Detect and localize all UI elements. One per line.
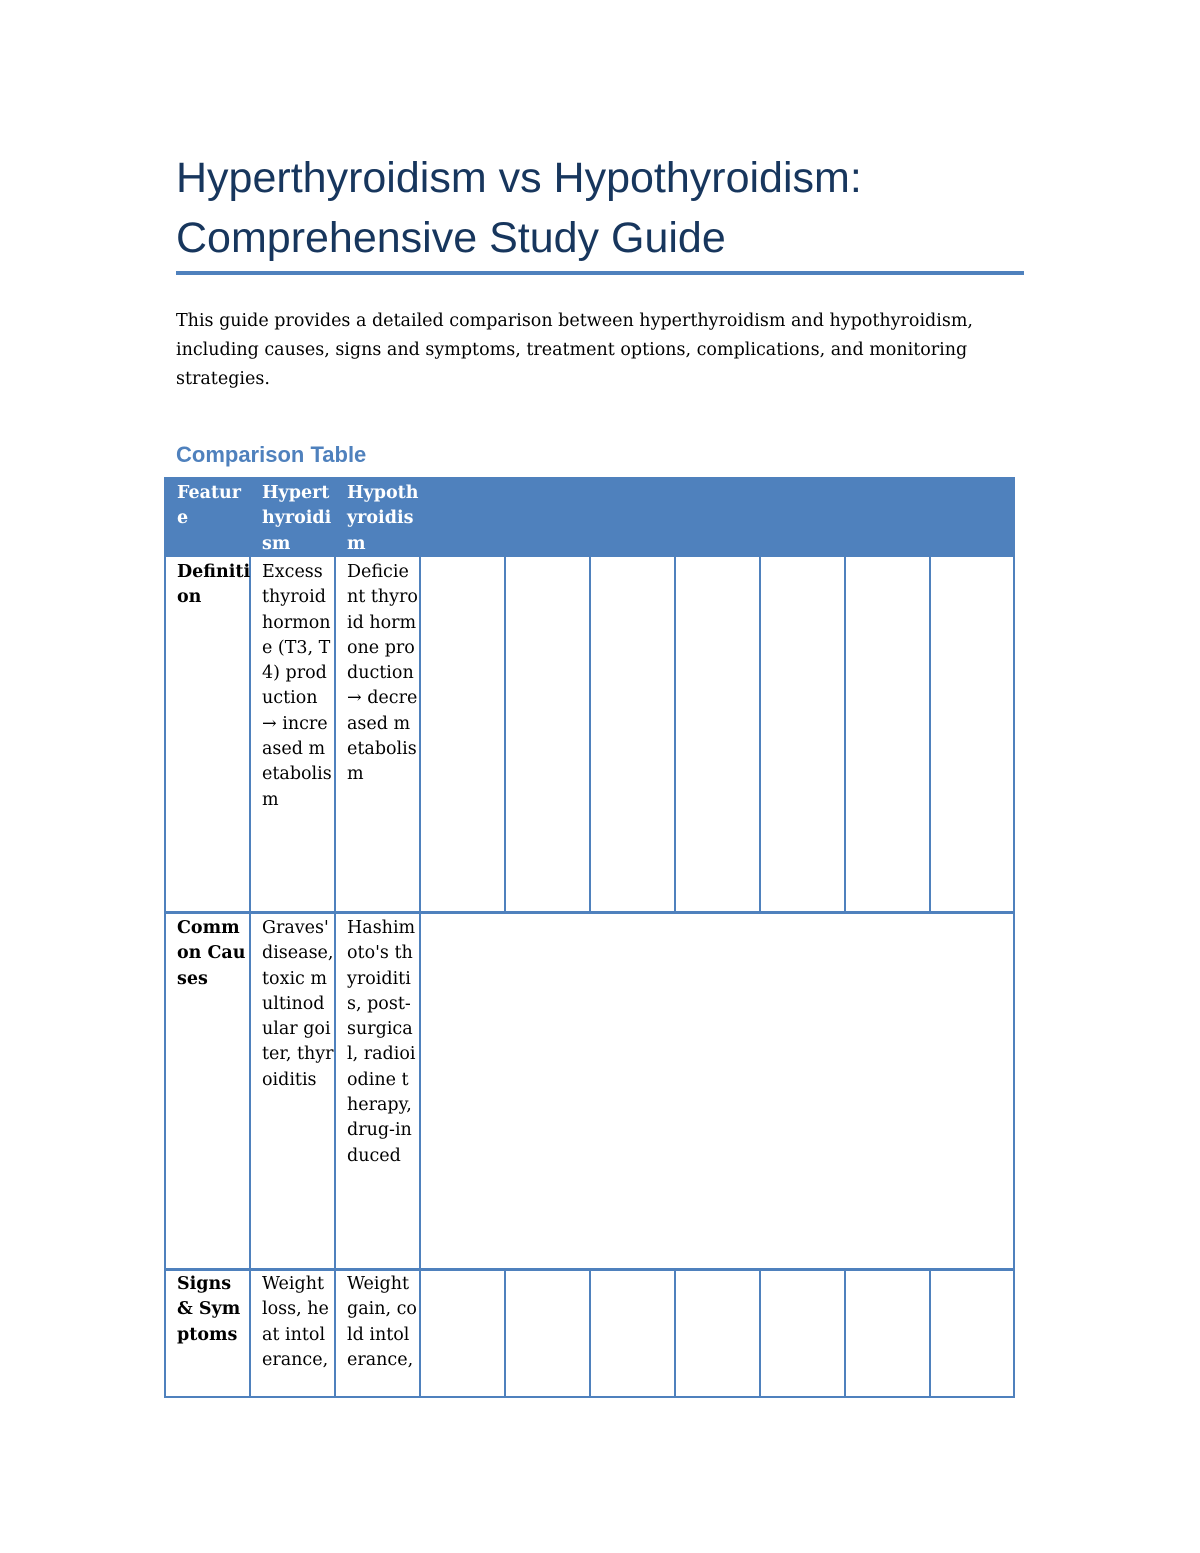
- empty-column-divider: [504, 1268, 506, 1398]
- cell-definition-hypo: Deficient thyroid hormone production → decreased metabolism: [347, 562, 418, 785]
- empty-column-divider: [929, 557, 931, 912]
- comparison-table: [164, 477, 1015, 1398]
- cell-causes-hypo: Hashimoto's thyroiditis, post-surgical, radioiodine therapy, drug-induced: [347, 918, 416, 1166]
- cell-symptoms-hypo: Weight gain, cold intolerance,: [347, 1274, 417, 1370]
- column-divider: [334, 557, 336, 1398]
- section-heading: Comparison Table: [176, 442, 367, 467]
- title-line-1: Hyperthyroidism vs Hypothyroidism:: [176, 154, 862, 202]
- cell-symptoms-hyper: Weight loss, heat intolerance,: [262, 1274, 329, 1370]
- intro-paragraph: This guide provides a detailed comparison between hyperthyroidism and hypothyroidism, including causes, signs and symptoms, treatment options, complications, and monitoring strategies.: [176, 311, 973, 389]
- title-line-2: Comprehensive Study Guide: [176, 214, 726, 262]
- empty-column-divider: [589, 557, 591, 912]
- row-label-common-causes: Common Causes: [177, 918, 246, 989]
- header-feature: Feature: [177, 483, 241, 529]
- row-label-signs-symptoms: Signs & Symptoms: [177, 1274, 241, 1345]
- header-hypothyroidism: Hypothyroidism: [347, 483, 419, 554]
- cell-causes-hyper: Graves' disease, toxic multinodular goiter, thyroiditis: [262, 918, 334, 1090]
- empty-column-divider: [674, 557, 676, 912]
- empty-column-divider: [759, 557, 761, 912]
- empty-column-divider: [929, 1268, 931, 1398]
- row-label-definition: Definition: [177, 562, 251, 608]
- empty-column-divider: [759, 1268, 761, 1398]
- cell-definition-hyper: Excess thyroid hormone (T3, T4) production → increased metabolism: [262, 562, 332, 810]
- empty-column-divider: [844, 557, 846, 912]
- title-underline: [176, 271, 1024, 275]
- empty-column-divider: [674, 1268, 676, 1398]
- page-title: [176, 148, 1036, 268]
- empty-column-divider: [504, 557, 506, 912]
- column-divider: [419, 557, 421, 1398]
- empty-column-divider: [844, 1268, 846, 1398]
- empty-column-divider: [589, 1268, 591, 1398]
- header-hyperthyroidism: Hyperthyroidism: [262, 483, 332, 554]
